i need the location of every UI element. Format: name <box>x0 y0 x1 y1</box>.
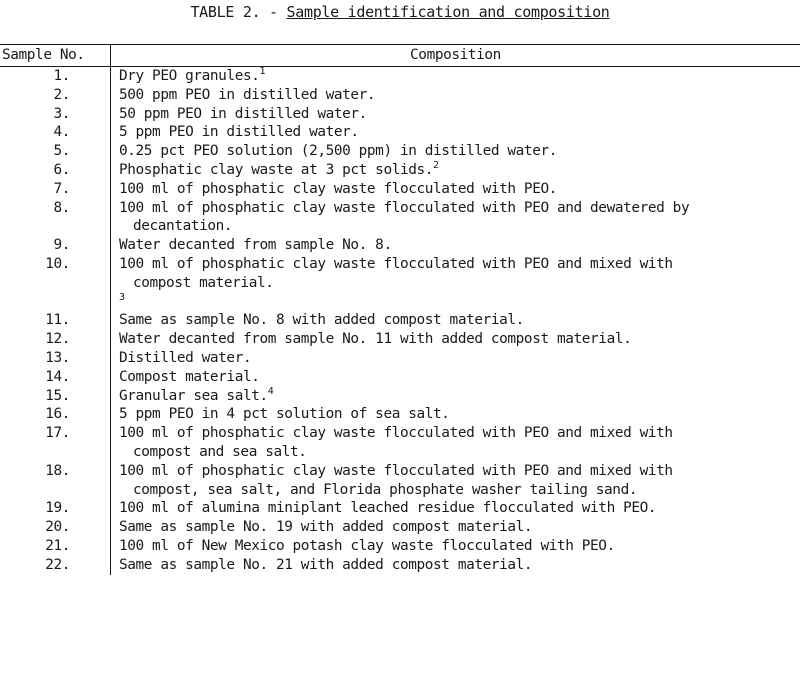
sample-composition <box>111 556 800 575</box>
table-row <box>0 161 800 180</box>
composition-text: 500 ppm PEO in distilled water. <box>119 86 376 103</box>
sample-composition <box>111 405 800 424</box>
table-row <box>0 123 800 142</box>
composition-continuation: decantation. <box>133 218 233 235</box>
table-body <box>0 67 800 575</box>
composition-text: Same as sample No. 21 with added compost material. <box>119 556 533 573</box>
table-row <box>0 255 800 311</box>
table-row <box>0 556 800 575</box>
sample-number: 15. <box>0 387 111 406</box>
composition-text: 5 ppm PEO in 4 pct solution of sea salt. <box>119 406 450 423</box>
sample-composition <box>111 199 800 237</box>
composition-continuation: compost and sea salt. <box>133 443 307 460</box>
footnote-marker: 3 <box>119 291 125 303</box>
composition-text: 100 ml of phosphatic clay waste flocculated with PEO and mixed with <box>119 425 673 442</box>
table-row <box>0 349 800 368</box>
composition-text: Compost material. <box>119 368 260 385</box>
composition-text: Granular sea salt. <box>119 387 268 404</box>
column-header-composition: Composition <box>410 47 501 63</box>
composition-text: Water decanted from sample No. 8. <box>119 237 392 254</box>
sample-number: 16. <box>0 405 111 424</box>
sample-number: 21. <box>0 537 111 556</box>
table-row <box>0 330 800 349</box>
sample-composition <box>111 462 800 500</box>
sample-composition <box>111 311 800 330</box>
sample-composition <box>111 368 800 387</box>
table-caption: Sample identification and composition <box>286 3 610 21</box>
sample-composition <box>111 123 800 142</box>
sample-composition <box>111 67 800 86</box>
composition-text: Same as sample No. 8 with added compost material. <box>119 312 524 329</box>
sample-number: 18. <box>0 462 111 500</box>
composition-text: 100 ml of phosphatic clay waste flocculated with PEO and dewatered by <box>119 199 690 216</box>
table-row <box>0 405 800 424</box>
table-row <box>0 105 800 124</box>
sample-number: 13. <box>0 349 111 368</box>
composition-text: 5 ppm PEO in distilled water. <box>119 124 359 141</box>
composition-continuation: compost material. <box>133 274 274 291</box>
table-row <box>0 368 800 387</box>
composition-text: 100 ml of alumina miniplant leached residue flocculated with PEO. <box>119 500 657 517</box>
sample-composition <box>111 255 800 311</box>
table-title <box>0 3 800 21</box>
sample-number: 8. <box>0 199 111 237</box>
footnote-marker: 1 <box>259 66 266 78</box>
table-row <box>0 311 800 330</box>
table-row <box>0 236 800 255</box>
composition-text: 100 ml of phosphatic clay waste flocculated with PEO. <box>119 180 557 197</box>
sample-composition <box>111 330 800 349</box>
sample-number: 12. <box>0 330 111 349</box>
table-row <box>0 462 800 500</box>
composition-text: Phosphatic clay waste at 3 pct solids. <box>119 161 434 178</box>
composition-text: Dry PEO granules. <box>119 68 260 84</box>
sample-number: 17. <box>0 424 111 462</box>
composition-text: 0.25 pct PEO solution (2,500 ppm) in distilled water. <box>119 143 557 160</box>
table-row <box>0 86 800 105</box>
sample-composition <box>111 236 800 255</box>
table-row <box>0 67 800 86</box>
sample-table <box>0 44 800 575</box>
table-header-row <box>0 45 800 67</box>
sample-number: 22. <box>0 556 111 575</box>
composition-text: 100 ml of phosphatic clay waste flocculated with PEO and mixed with <box>119 255 673 272</box>
sample-composition <box>111 424 800 462</box>
sample-number: 19. <box>0 499 111 518</box>
footnote-marker: 4 <box>267 385 274 397</box>
table-number: TABLE 2. - <box>190 3 287 21</box>
table-row <box>0 537 800 556</box>
sample-number: 9. <box>0 236 111 255</box>
sample-composition <box>111 518 800 537</box>
table-row <box>0 499 800 518</box>
sample-number: 2. <box>0 86 111 105</box>
footnote-marker: 2 <box>433 160 439 172</box>
table-row <box>0 199 800 237</box>
column-header-sample-no: Sample No. <box>0 45 111 67</box>
table-row <box>0 180 800 199</box>
table-row <box>0 387 800 406</box>
sample-number: 5. <box>0 142 111 161</box>
sample-composition <box>111 105 800 124</box>
table-row <box>0 518 800 537</box>
sample-number: 20. <box>0 518 111 537</box>
table-row <box>0 142 800 161</box>
composition-text: Water decanted from sample No. 11 with added compost material. <box>119 331 632 348</box>
table-row <box>0 424 800 462</box>
composition-text: Distilled water. <box>119 349 252 366</box>
composition-text: 100 ml of phosphatic clay waste flocculated with PEO and mixed with <box>119 462 673 479</box>
sample-number: 3. <box>0 105 111 124</box>
sample-number: 6. <box>0 161 111 180</box>
sample-composition <box>111 349 800 368</box>
sample-number: 4. <box>0 123 111 142</box>
sample-number: 10. <box>0 255 111 311</box>
sample-number: 14. <box>0 368 111 387</box>
sample-composition <box>111 499 800 518</box>
composition-text: Same as sample No. 19 with added compost material. <box>119 519 533 536</box>
sample-composition <box>111 537 800 556</box>
composition-text: 100 ml of New Mexico potash clay waste flocculated with PEO. <box>119 537 615 554</box>
composition-continuation: compost, sea salt, and Florida phosphate washer tailing sand. <box>133 481 638 498</box>
sample-composition <box>111 387 800 406</box>
sample-composition <box>111 142 800 161</box>
sample-number: 1. <box>0 67 111 86</box>
sample-number: 7. <box>0 180 111 199</box>
sample-composition <box>111 86 800 105</box>
sample-composition <box>111 161 800 180</box>
composition-text: 50 ppm PEO in distilled water. <box>119 105 367 122</box>
sample-number: 11. <box>0 311 111 330</box>
sample-composition <box>111 180 800 199</box>
